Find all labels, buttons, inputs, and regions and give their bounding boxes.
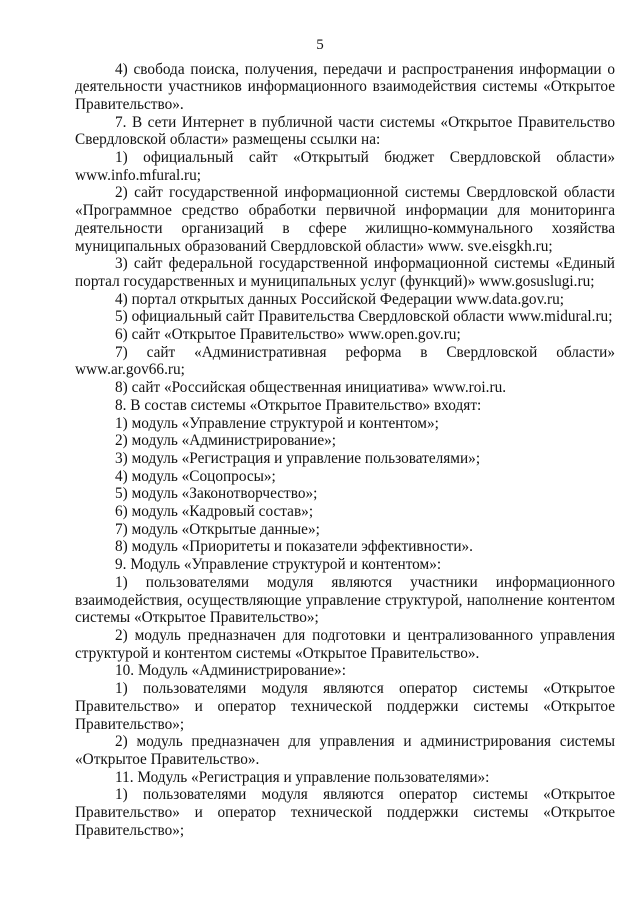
paragraph: 5) модуль «Законотворчество»; bbox=[115, 485, 318, 503]
paragraph: 3) сайт федеральной государственной информационной системы «Единый портал государственных и муниципальных услуг (функций)» www.gosuslugi.ru; bbox=[75, 255, 615, 290]
paragraph: 2) сайт государственной информационной системы Свердловской области «Программное средство обработки первичной информации для мониторинга деятельности организаций в сфере жилищно-коммунального хозяйства муниципальных образований Свердловской области» www. sve.eisgkh.ru; bbox=[75, 184, 615, 255]
page-number: 5 bbox=[316, 37, 324, 53]
paragraph: 3) модуль «Регистрация и управление пользователями»; bbox=[115, 449, 481, 467]
paragraph: 11. Модуль «Регистрация и управление пользователями»: bbox=[115, 768, 490, 786]
paragraph: 8. В состав системы «Открытое Правительство» входят: bbox=[115, 396, 482, 414]
paragraph: 6) сайт «Открытое Правительство» www.open.gov.ru; bbox=[115, 326, 461, 344]
paragraph: 4) свобода поиска, получения, передачи и распространения информации о деятельности участников информационного взаимодействия системы «Открытое Правительство». bbox=[75, 60, 615, 113]
paragraph: 1) официальный сайт «Открытый бюджет Свердловской области» www.info.mfural.ru; bbox=[75, 149, 615, 184]
paragraph: 1) модуль «Управление структурой и контентом»; bbox=[115, 414, 439, 432]
paragraph: 7) модуль «Открытые данные»; bbox=[115, 520, 320, 538]
paragraph: 6) модуль «Кадровый состав»; bbox=[115, 503, 314, 521]
paragraph: 1) пользователями модуля являются оператор системы «Открытое Правительство» и оператор технической поддержки системы «Открытое Правительство»; bbox=[75, 680, 615, 733]
paragraph: 8) сайт «Российская общественная инициатива» www.roi.ru. bbox=[115, 379, 507, 397]
paragraph: 2) модуль предназначен для подготовки и централизованного управления структурой и контентом системы «Открытое Правительство». bbox=[75, 627, 615, 662]
paragraph: 2) модуль предназначен для управления и администрирования системы «Открытое Правительство». bbox=[75, 733, 615, 768]
paragraph: 9. Модуль «Управление структурой и контентом»: bbox=[115, 556, 442, 574]
document-body bbox=[75, 61, 615, 840]
paragraph: 7) сайт «Административная реформа в Свердловской области» www.ar.gov66.ru; bbox=[75, 343, 615, 379]
paragraph: 4) портал открытых данных Российской Федерации www.data.gov.ru; bbox=[115, 290, 565, 308]
paragraph: 8) модуль «Приоритеты и показатели эффективности». bbox=[115, 538, 473, 556]
paragraph: 1) пользователями модуля являются участники информационного взаимодействия, осуществляющие управление структурой, наполнение контентом системы «Открытое Правительство»; bbox=[75, 573, 615, 627]
paragraph: 10. Модуль «Администрирование»: bbox=[115, 662, 346, 680]
paragraph: 5) официальный сайт Правительства Свердловской области www.midural.ru; bbox=[115, 308, 613, 326]
paragraph: 1) пользователями модуля являются оператор системы «Открытое Правительство» и оператор технической поддержки системы «Открытое Правительство»; bbox=[75, 786, 615, 839]
paragraph: 2) модуль «Администрирование»; bbox=[115, 432, 337, 450]
paragraph: 4) модуль «Соцопросы»; bbox=[115, 467, 276, 485]
paragraph: 7. В сети Интернет в публичной части системы «Открытое Правительство Свердловской области» размещены ссылки на: bbox=[75, 113, 615, 149]
